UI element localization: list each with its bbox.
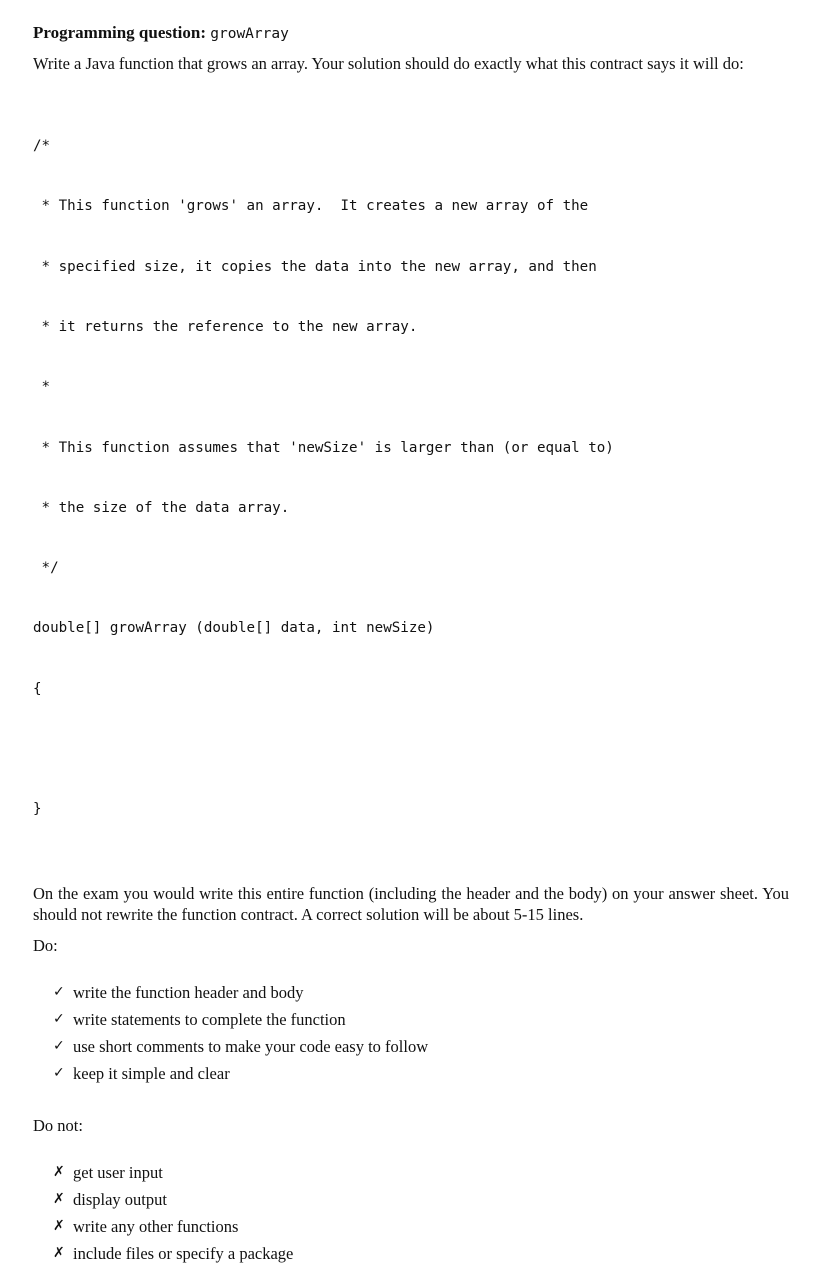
exam-note-paragraph: On the exam you would write this entire function (including the header and the body) on your answer sheet. You should not rewrite the function contract. A correct solution will be about 5-15 lines. (33, 883, 789, 924)
do-not-label: Do not: (33, 1115, 83, 1135)
question-heading (33, 22, 789, 45)
list-item (53, 1213, 789, 1240)
code-line: double[] growArray (double[] data, int newSize) (33, 620, 435, 637)
code-line (33, 739, 789, 759)
list-item-text: write statements to complete the function (73, 1009, 346, 1029)
list-item-text: keep it simple and clear (73, 1063, 230, 1083)
check-icon: ✓ (53, 1064, 65, 1081)
list-item-text: write the function header and body (73, 982, 304, 1002)
code-line: * This function 'grows' an array. It creates a new array of the (33, 198, 589, 215)
code-line: { (33, 680, 42, 697)
list-item-text: display output (73, 1189, 167, 1209)
list-item (53, 1186, 789, 1213)
list-item (53, 1159, 789, 1186)
cross-icon: ✗ (53, 1190, 65, 1207)
code-line: * This function assumes that 'newSize' is larger than (or equal to) (33, 439, 614, 456)
list-item-text: get user input (73, 1162, 163, 1182)
cross-icon: ✗ (53, 1163, 65, 1180)
code-line: /* (33, 138, 51, 155)
list-item-text: include files or specify a package (73, 1243, 294, 1263)
cross-icon: ✗ (53, 1244, 65, 1261)
check-icon: ✓ (53, 1037, 65, 1054)
list-item (53, 1240, 789, 1267)
do-not-list (33, 1159, 789, 1267)
code-line: */ (33, 560, 59, 577)
list-item-text: use short comments to make your code easy to follow (73, 1036, 429, 1056)
heading-function-name: growArray (210, 26, 289, 42)
code-line: } (33, 801, 42, 818)
check-icon: ✓ (53, 1010, 65, 1027)
check-icon: ✓ (53, 983, 65, 1000)
list-item (53, 1033, 789, 1060)
heading-prefix: Programming question: (33, 23, 206, 42)
question-page (33, 22, 789, 1267)
cross-icon: ✗ (53, 1217, 65, 1234)
list-item (53, 979, 789, 1006)
function-contract-code (33, 96, 789, 860)
list-item (53, 1006, 789, 1033)
list-item (53, 1060, 789, 1087)
do-label: Do: (33, 935, 58, 955)
do-list (33, 979, 789, 1087)
code-line: * specified size, it copies the data into the new array, and then (33, 258, 597, 275)
code-line: * it returns the reference to the new array. (33, 319, 418, 336)
list-item-text: write any other functions (73, 1216, 239, 1236)
code-line: * (33, 379, 51, 396)
intro-paragraph: Write a Java function that grows an array. Your solution should do exactly what this contract says it will do: (33, 54, 744, 73)
code-line: * the size of the data array. (33, 499, 290, 516)
